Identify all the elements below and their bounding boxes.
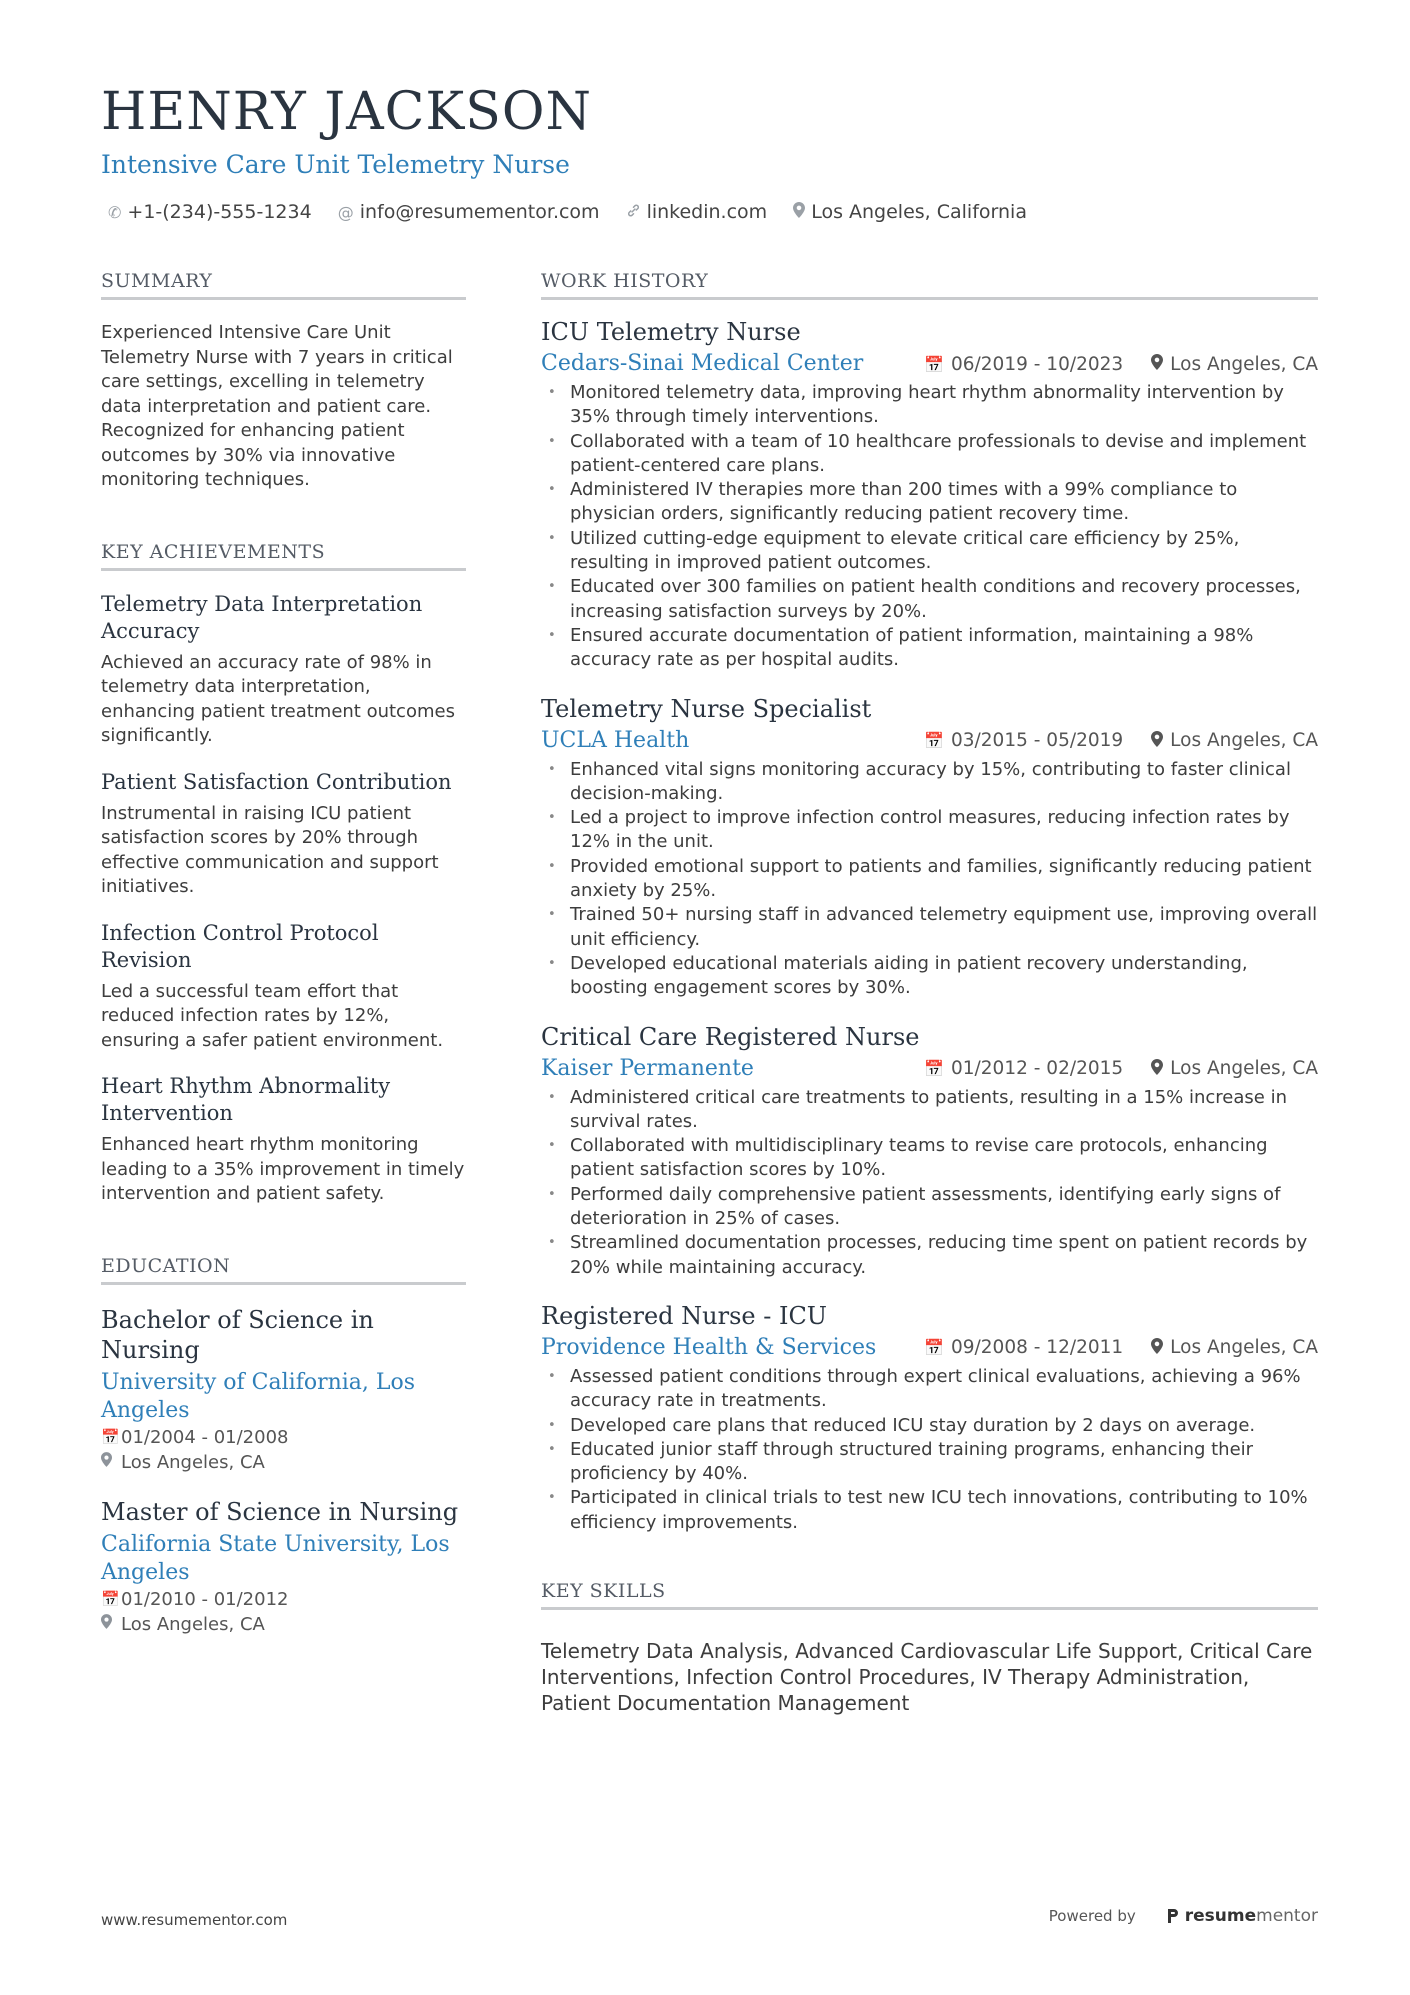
education-location-text: Los Angeles, CA xyxy=(121,1613,265,1635)
brand-light-text: mentor xyxy=(1256,1906,1318,1926)
education-degree: Master of Science in Nursing xyxy=(101,1497,459,1526)
calendar-icon: 📅 xyxy=(924,731,945,751)
contact-phone-text: +1-(234)-555-1234 xyxy=(127,201,312,223)
brand-logo[interactable] xyxy=(1166,1906,1318,1926)
education-school: University of California, Los Angeles xyxy=(101,1369,416,1423)
calendar-icon: 📅 xyxy=(924,1338,945,1358)
job-bullet: • Developed educational materials aiding in patient recovery understanding, boosting engagement scores by 30%. xyxy=(541,952,1318,1001)
work-history-heading: WORK HISTORY xyxy=(541,270,1318,300)
job-dates: 03/2015 - 05/2019 xyxy=(951,730,1124,752)
summary-text: Experienced Intensive Care Unit Telemetry Nurse with 7 years in critical care settings, excelling in telemetry data interpretation and patient care. Recognized for enhancing patient outcomes by 30% via innovative monitoring techniques. xyxy=(101,322,453,490)
brand-bold-text: resume xyxy=(1184,1906,1257,1926)
contact-linkedin-text: linkedin.com xyxy=(646,201,768,223)
achievement-item xyxy=(101,769,466,900)
achievement-title: Infection Control Protocol Revision xyxy=(101,920,379,972)
job-bullet: • Participated in clinical trials to test new ICU tech innovations, contributing to 10% efficiency improvements. xyxy=(541,1486,1318,1535)
job-dates: 09/2008 - 12/2011 xyxy=(951,1337,1124,1359)
candidate-role: Intensive Care Unit Telemetry Nurse xyxy=(101,150,570,179)
calendar-icon: 📅 xyxy=(101,1427,120,1446)
job-dates: 01/2012 - 02/2015 xyxy=(951,1058,1124,1080)
job-bullet: • Trained 50+ nursing staff in advanced telemetry equipment use, improving overall unit efficiency. xyxy=(541,903,1318,952)
link-icon xyxy=(626,203,641,222)
job-meta xyxy=(924,1337,1318,1358)
footer-website[interactable]: www.resumementor.com xyxy=(101,1911,288,1929)
contact-location-text: Los Angeles, California xyxy=(811,201,1027,223)
contact-phone[interactable] xyxy=(108,201,312,223)
job-entry xyxy=(541,1021,1318,1280)
job-bullets xyxy=(541,381,1318,673)
job-bullet: • Monitored telemetry data, improving heart rhythm abnormality intervention by 35% through timely interventions. xyxy=(541,381,1318,430)
job-company: Kaiser Permanente xyxy=(541,1055,754,1081)
contact-email[interactable] xyxy=(338,201,600,223)
education-item xyxy=(101,1305,466,1475)
skills-heading: KEY SKILLS xyxy=(541,1580,1318,1610)
job-entry xyxy=(541,693,1318,1001)
education-dates xyxy=(101,1425,466,1450)
achievement-text: Enhanced heart rhythm monitoring leading to a 35% improvement in timely intervention and patient safety. xyxy=(101,1134,465,1204)
contact-email-text: info@resumementor.com xyxy=(359,201,600,223)
job-meta-row xyxy=(541,1054,1318,1084)
brand-mark-icon xyxy=(1166,1907,1180,1925)
achievement-text: Instrumental in raising ICU patient satisfaction scores by 20% through effective communication and support initiatives. xyxy=(101,802,439,897)
job-title: Registered Nurse - ICU xyxy=(541,1301,828,1330)
job-location xyxy=(1151,730,1318,751)
job-bullet: • Enhanced vital signs monitoring accuracy by 15%, contributing to faster clinical decision-making. xyxy=(541,758,1318,807)
candidate-name: HENRY JACKSON xyxy=(101,82,593,142)
footer-branding xyxy=(1049,1906,1318,1926)
education-school: California State University, Los Angeles xyxy=(101,1531,450,1585)
job-meta-row xyxy=(541,349,1318,379)
right-column xyxy=(541,270,1318,1716)
education-degree: Bachelor of Science in Nursing xyxy=(101,1305,374,1364)
achievement-item xyxy=(101,591,466,749)
job-entry xyxy=(541,316,1318,673)
job-bullet: • Collaborated with multidisciplinary teams to revise care protocols, enhancing patient satisfaction scores by 10%. xyxy=(541,1134,1318,1183)
job-dates: 06/2019 - 10/2023 xyxy=(951,353,1124,375)
education-dates xyxy=(101,1587,466,1612)
job-bullets xyxy=(541,1365,1318,1535)
achievement-title: Heart Rhythm Abnormality Intervention xyxy=(101,1074,391,1125)
job-bullets xyxy=(541,758,1318,1001)
job-bullet: • Developed care plans that reduced ICU stay duration by 2 days on average. xyxy=(541,1414,1318,1438)
education-item xyxy=(101,1497,466,1637)
job-company: Providence Health & Services xyxy=(541,1334,877,1360)
location-pin-icon xyxy=(1151,1059,1163,1079)
location-pin-icon xyxy=(101,1612,121,1637)
job-bullet: • Assessed patient conditions through expert clinical evaluations, achieving a 96% accuracy rate in treatments. xyxy=(541,1365,1318,1414)
job-entry xyxy=(541,1300,1318,1535)
job-location-text: Los Angeles, CA xyxy=(1170,1337,1318,1359)
job-bullet: • Performed daily comprehensive patient assessments, identifying early signs of deterioration in 25% of cases. xyxy=(541,1183,1318,1232)
powered-by-text: Powered by xyxy=(1048,1907,1136,1925)
education-dates-text: 01/2004 - 01/2008 xyxy=(121,1426,289,1448)
education-location-text: Los Angeles, CA xyxy=(121,1451,265,1473)
phone-icon: ✆ xyxy=(108,202,122,222)
job-bullet: • Collaborated with a team of 10 healthcare professionals to devise and implement patient-centered care plans. xyxy=(541,430,1318,479)
achievements-heading: KEY ACHIEVEMENTS xyxy=(101,541,466,571)
at-icon: @ xyxy=(337,202,354,222)
skills-text: Telemetry Data Analysis, Advanced Cardiovascular Life Support, Critical Care Interventions, Infection Control Procedures, IV Therapy Administration, Patient Documentation Management xyxy=(541,1638,1313,1715)
job-location-text: Los Angeles, CA xyxy=(1170,353,1318,375)
job-meta-row xyxy=(541,1333,1318,1363)
skills-section xyxy=(541,1580,1318,1716)
left-column xyxy=(101,270,466,1637)
job-bullet: • Ensured accurate documentation of patient information, maintaining a 98% accuracy rate as per hospital audits. xyxy=(541,624,1318,673)
job-bullet: • Administered IV therapies more than 200 times with a 99% compliance to physician orders, significantly reducing patient recovery time. xyxy=(541,478,1318,527)
achievement-text: Achieved an accuracy rate of 98% in telemetry data interpretation, enhancing patient treatment outcomes significantly. xyxy=(101,651,455,746)
achievements-section xyxy=(101,541,466,1207)
location-pin-icon xyxy=(1151,354,1163,374)
contact-linkedin[interactable] xyxy=(626,201,768,223)
location-pin-icon xyxy=(1151,1338,1163,1358)
calendar-icon: 📅 xyxy=(101,1589,120,1608)
calendar-icon: 📅 xyxy=(924,1059,945,1079)
job-location-text: Los Angeles, CA xyxy=(1170,730,1318,752)
education-heading: EDUCATION xyxy=(101,1255,466,1285)
job-bullet: • Educated junior staff through structured training programs, enhancing their proficiency by 40%. xyxy=(541,1438,1318,1487)
education-location xyxy=(101,1450,466,1475)
job-meta xyxy=(924,1058,1318,1079)
education-dates-text: 01/2010 - 01/2012 xyxy=(121,1588,289,1610)
job-company: Cedars-Sinai Medical Center xyxy=(541,351,864,376)
achievement-item xyxy=(101,1073,466,1207)
education-location xyxy=(101,1612,466,1637)
job-title: ICU Telemetry Nurse xyxy=(541,318,801,346)
achievement-title: Telemetry Data Interpretation Accuracy xyxy=(101,591,423,643)
job-meta xyxy=(924,730,1318,751)
job-meta-row xyxy=(541,726,1318,756)
job-bullet: • Utilized cutting-edge equipment to elevate critical care efficiency by 25%, resulting in improved patient outcomes. xyxy=(541,527,1318,576)
job-meta xyxy=(924,354,1318,375)
job-location-text: Los Angeles, CA xyxy=(1170,1058,1318,1080)
calendar-icon: 📅 xyxy=(924,354,945,374)
job-title: Telemetry Nurse Specialist xyxy=(541,694,872,723)
contact-location xyxy=(793,201,1027,223)
job-company: UCLA Health xyxy=(541,727,690,753)
achievement-item xyxy=(101,920,466,1054)
education-section xyxy=(101,1255,466,1637)
contact-bar xyxy=(108,201,1053,223)
job-bullets xyxy=(541,1086,1318,1280)
job-location xyxy=(1151,354,1318,375)
achievement-title: Patient Satisfaction Contribution xyxy=(101,769,452,794)
job-location xyxy=(1151,1337,1318,1358)
job-bullet: • Educated over 300 families on patient health conditions and recovery processes, increasing satisfaction surveys by 20%. xyxy=(541,575,1318,624)
job-location xyxy=(1151,1058,1318,1079)
job-bullet: • Provided emotional support to patients and families, significantly reducing patient anxiety by 25%. xyxy=(541,855,1318,904)
location-pin-icon xyxy=(101,1450,121,1475)
achievement-text: Led a successful team effort that reduced infection rates by 12%, ensuring a safer patient environment. xyxy=(101,980,444,1051)
job-title: Critical Care Registered Nurse xyxy=(541,1022,920,1051)
summary-heading: SUMMARY xyxy=(101,270,466,300)
location-pin-icon xyxy=(793,202,805,222)
job-bullet: • Streamlined documentation processes, reducing time spent on patient records by 20% while maintaining accuracy. xyxy=(541,1231,1318,1280)
job-bullet: • Led a project to improve infection control measures, reducing infection rates by 12% in the unit. xyxy=(541,806,1318,855)
job-bullet: • Administered critical care treatments to patients, resulting in a 15% increase in survival rates. xyxy=(541,1086,1318,1135)
location-pin-icon xyxy=(1151,731,1163,751)
